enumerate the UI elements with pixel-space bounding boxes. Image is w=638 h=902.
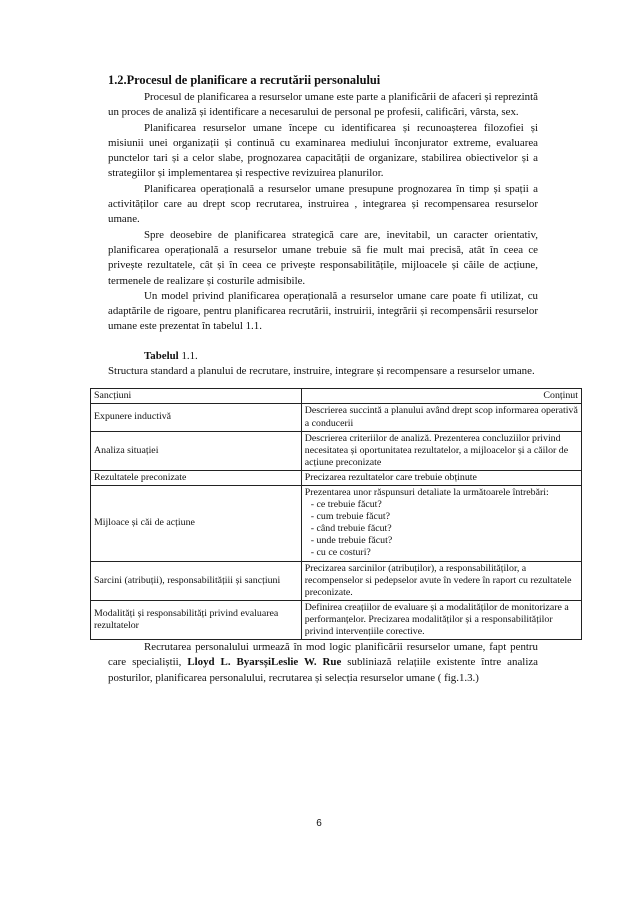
row-content: Definirea creațiilor de evaluare și a modalităților de monitorizare a performanțelor. Precizarea modalităților și a responsabilităților privind intervențiile corective. — [301, 600, 581, 639]
table-row — [91, 404, 582, 431]
questions-list — [305, 499, 578, 559]
paragraph-3: Planificarea operațională a resurselor umane presupune prognozarea în timp și spații a activităților care au drept scop recrutarea, instruirea , integrarea și recompensarea resurselor umane. — [108, 182, 538, 226]
list-item: - cum trebuie făcut? — [311, 511, 578, 523]
paragraph-2: Planificarea resurselor umane începe cu identificarea și recunoașterea filozofiei și misiunii unei organizații și continuă cu examinarea mediului înconjurator extreme, evaluarea punctelor tari și a celor slabe, prognozarea capacității de organizare, stabilirea obiectivelor și a strategiilor și implementarea și respective revizuirea planurilor. — [108, 121, 538, 180]
plan-structure-table — [90, 388, 582, 640]
paragraph-1: Procesul de planificarea a resurselor umane este parte a planificării de afaceri și reprezintă un proces de analiză și identificare a necesarului de personal pe profesii, calificări, vârsta, sex. — [108, 91, 538, 119]
row-content: Descrierea criteriilor de analiză. Prezenterea concluziilor privind necesitatea și oportunitatea rezultatelor, a mijloacelor și a căilor de acțiune preconizate — [301, 431, 581, 470]
row-label: Analiza situației — [91, 431, 302, 470]
section-title: 1.2.Procesul de planificare a recrutării personalului — [108, 73, 381, 87]
list-item: - când trebuie făcut? — [311, 523, 578, 535]
table-title — [108, 349, 538, 364]
table-row — [91, 600, 582, 639]
row-label: Mijloace și căi de acțiune — [91, 486, 302, 562]
table-caption: Structura standard a planului de recrutare, instruire, integrare și recompensare a resurselor umane. — [108, 365, 535, 378]
row-content: Precizarea sarcinilor (atribuților), a responsabilităților, a recompenselor si pedepselor avute în vedere în raport cu rezultatele preconizate. — [301, 561, 581, 600]
row-content: Descrierea succintă a planului având drept scop informarea operativă a conducerii — [301, 404, 581, 431]
paragraph-5: Un model privind planificarea operațională a resurselor umane care poate fi utilizat, cu adaptările de rigoare, pentru planificarea recrutării, instruirii, integrării și recompensării resurselor umane este prezentat în tabelul 1.1. — [108, 289, 538, 333]
closing-text-2: subliniază relațiile existente între analiza posturilor, planificarea personalului, recrutarea și selecția resurselor umane ( fig.1.3.) — [108, 656, 539, 684]
questions-intro: Prezentarea unor răspunsuri detaliate la următoarele întrebări: — [304, 487, 549, 498]
row-label: Expunere inductivă — [91, 404, 302, 431]
closing-authors: Lloyd L. ByarsșiLeslie W. Rue — [187, 656, 342, 669]
table-header-row — [91, 389, 582, 404]
table-row — [91, 486, 582, 562]
row-label: Rezultatele preconizate — [91, 470, 302, 485]
row-content: Precizarea rezultatelor care trebuie obținute — [301, 470, 581, 485]
document-page — [94, 72, 578, 686]
list-item: - unde trebuie făcut? — [311, 535, 578, 547]
header-sanctiuni: Sancțiuni — [91, 389, 302, 404]
closing-text-1: Recrutarea personalului urmează în mod logic planificării resurselor umane, fapt pentru care specialiștii, — [108, 641, 538, 669]
row-content — [301, 486, 581, 562]
table-row — [91, 431, 582, 470]
list-item: - ce trebuie făcut? — [311, 499, 578, 511]
table-number: 1.1. — [178, 349, 198, 362]
table-row — [91, 561, 582, 600]
table-label: Tabelul — [144, 349, 179, 362]
closing-paragraph — [108, 640, 538, 686]
row-label: Sarcini (atribuții), responsabilitățiii și sancțiuni — [91, 561, 302, 600]
row-label: Modalități și responsabilități privind evaluarea rezultatelor — [91, 600, 302, 639]
table-row — [91, 470, 582, 485]
header-continut: Conținut — [301, 389, 581, 404]
paragraph-4: Spre deosebire de planificarea strategică care are, inevitabil, un caracter orientativ, planificarea operațională a resurselor umane trebuie să fie mult mai precisă, atât în ceea ce privește rezultatele, cât și în ceea ce privește responsabilitățile, mijloacele și căile de acțiune, termenele de realizare și costurile admisibile. — [108, 228, 538, 287]
page-number: 6 — [316, 818, 322, 829]
list-item: - cu ce costuri? — [311, 547, 578, 559]
